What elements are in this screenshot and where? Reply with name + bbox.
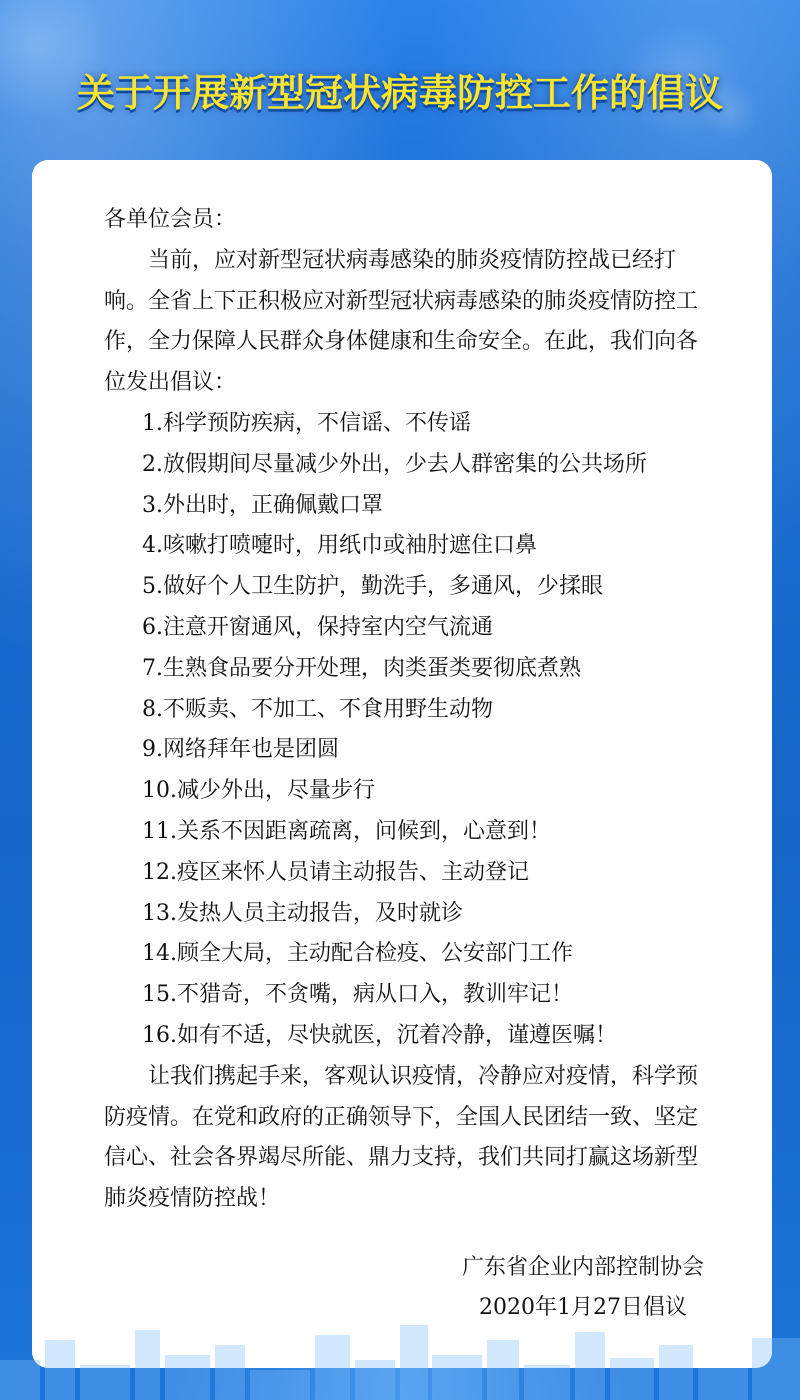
list-item: 1.科学预防疾病，不信谣、不传谣 [142, 410, 471, 436]
signature-date: 2020年1月27日倡议 [479, 1295, 687, 1320]
closing-paragraph: 让我们携起手来，客观认识疫情，冷静应对疫情，科学预防疫情。在党和政府的正确领导下，全国人民团结一致、坚定信心、社会各界竭尽所能、鼎力支持，我们共同打赢这场新型肺炎疫情防控战！ [104, 1063, 699, 1212]
list-item: 3.外出时，正确佩戴口罩 [142, 492, 383, 518]
skyline-decoration [0, 1310, 800, 1400]
list-item: 14.顾全大局，主动配合检疫、公安部门工作 [142, 941, 573, 967]
list-item: 9.网络拜年也是团圆 [142, 737, 339, 763]
list-item: 7.生熟食品要分开处理，肉类蛋类要彻底煮熟 [142, 655, 581, 681]
list-item: 8.不贩卖、不加工、不食用野生动物 [142, 696, 493, 722]
page-title: 关于开展新型冠状病毒防控工作的倡议 [76, 71, 723, 115]
list-item: 11.关系不因距离疏离，问候到，心意到！ [142, 818, 551, 844]
list-item: 4.咳嗽打喷嚏时，用纸巾或袖肘遮住口鼻 [142, 533, 537, 559]
list-item: 6.注意开窗通风，保持室内空气流通 [142, 614, 493, 640]
content-card [32, 160, 772, 1368]
list-item: 15.不猎奇，不贪嘴，病从口入，教训牢记！ [142, 982, 573, 1008]
salutation: 各单位会员： [104, 207, 237, 232]
list-item: 5.做好个人卫生防护，勤洗手，多通风，少揉眼 [142, 574, 603, 600]
intro-paragraph: 当前，应对新型冠状病毒感染的肺炎疫情防控战已经打响。全省上下正积极应对新型冠状病毒感染的肺炎疫情防控工作，全力保障人民群众身体健康和生命安全。在此，我们向各位发出倡议： [104, 247, 699, 396]
initiative-list [104, 404, 714, 1057]
list-item: 10.减少外出，尽量步行 [142, 778, 375, 804]
signature-org: 广东省企业内部控制协会 [461, 1255, 704, 1280]
list-item: 12.疫区来怀人员请主动报告、主动登记 [142, 859, 529, 885]
list-item: 16.如有不适，尽快就医，沉着冷静，谨遵医嘱！ [142, 1022, 617, 1048]
list-item: 2.放假期间尽量减少外出，少去人群密集的公共场所 [142, 451, 647, 477]
list-item: 13.发热人员主动报告，及时就诊 [142, 900, 463, 926]
